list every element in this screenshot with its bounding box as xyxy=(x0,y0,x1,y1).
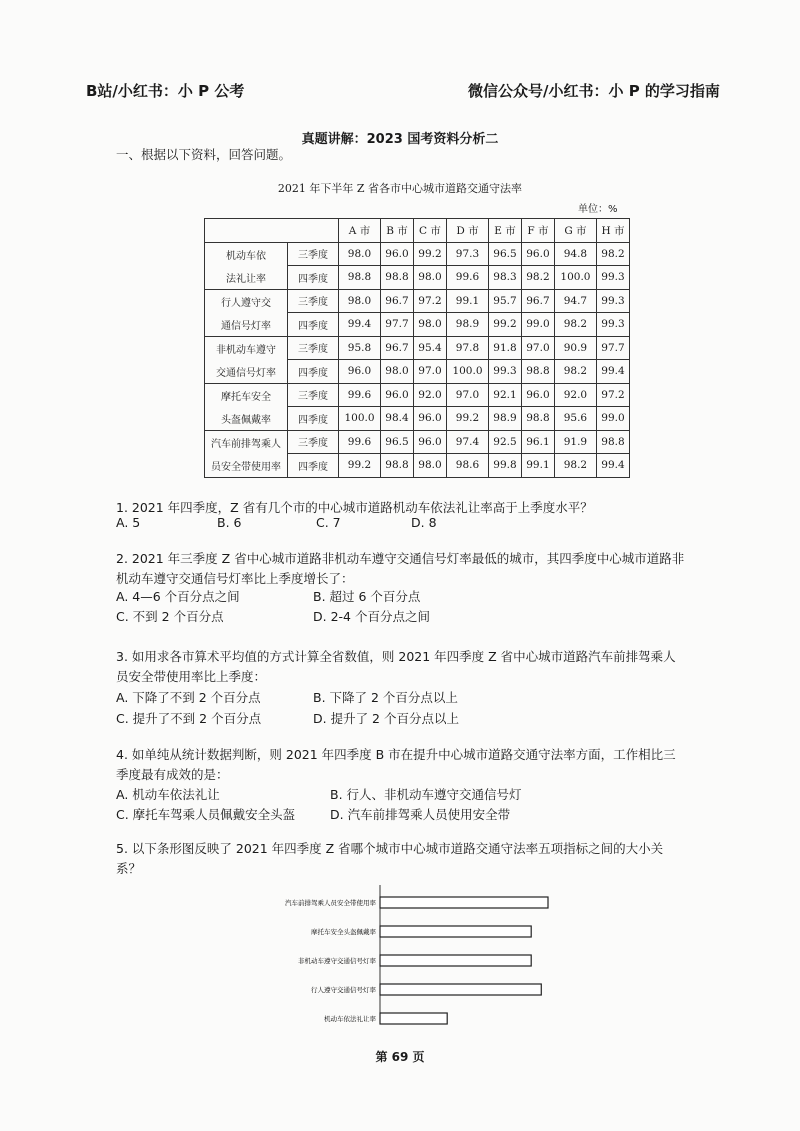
table-cell: 92.0 xyxy=(554,383,596,407)
table-header-row xyxy=(205,219,630,243)
table-cell: 99.3 xyxy=(488,360,521,384)
table-cell: 97.4 xyxy=(446,430,488,454)
question-2-line1: 2. 2021 年三季度 Z 省中心城市道路非机动车遵守交通信号灯率最低的城市，其四季度中心城市道路非 xyxy=(116,551,685,566)
chart-bar xyxy=(380,897,548,908)
table-row xyxy=(205,242,630,266)
question-1-option-b[interactable]: B. 6 xyxy=(217,515,242,530)
table-cell: 96.0 xyxy=(381,242,414,266)
indicator-label: 头盔佩戴率 xyxy=(205,407,288,431)
table-cell: 96.0 xyxy=(413,430,446,454)
quarter-label: 四季度 xyxy=(288,313,339,337)
table-cell: 92.0 xyxy=(413,383,446,407)
table-cell: 98.2 xyxy=(554,313,596,337)
indicator-label: 法礼让率 xyxy=(205,266,288,290)
table-cell: 100.0 xyxy=(339,407,381,431)
table-row xyxy=(205,407,630,431)
indicator-label: 员安全带使用率 xyxy=(205,454,288,478)
question-4-option-c[interactable]: C. 摩托车驾乘人员佩戴安全头盔 xyxy=(116,807,296,822)
table-cell: 97.2 xyxy=(596,383,629,407)
quarter-label: 三季度 xyxy=(288,383,339,407)
quarter-label: 四季度 xyxy=(288,360,339,384)
table-cell: 99.6 xyxy=(446,266,488,290)
table-cell: 90.9 xyxy=(554,336,596,360)
table-cell: 98.0 xyxy=(413,266,446,290)
table-cell: 98.0 xyxy=(381,360,414,384)
table-cell: 96.7 xyxy=(521,289,554,313)
indicator-label: 机动车依 xyxy=(205,242,288,266)
table-cell: 94.8 xyxy=(554,242,596,266)
table-cell: 100.0 xyxy=(446,360,488,384)
table-cell: 98.0 xyxy=(339,242,381,266)
table-cell: 97.3 xyxy=(446,242,488,266)
page-number: 第 69 页 xyxy=(375,1050,425,1064)
table-cell: 98.2 xyxy=(521,266,554,290)
table-cell: 96.0 xyxy=(339,360,381,384)
table-cell: 96.1 xyxy=(521,430,554,454)
col-header: H 市 xyxy=(596,219,629,243)
table-row xyxy=(205,383,630,407)
question-4-option-a[interactable]: A. 机动车依法礼让 xyxy=(116,787,220,802)
table-cell: 98.2 xyxy=(554,360,596,384)
indicator-label: 汽车前排驾乘人 xyxy=(205,430,288,454)
table-cell: 97.0 xyxy=(521,336,554,360)
table-row xyxy=(205,454,630,478)
question-1-option-d[interactable]: D. 8 xyxy=(411,515,437,530)
col-header: E 市 xyxy=(488,219,521,243)
section-intro: 一、根据以下资料，回答问题。 xyxy=(116,147,292,162)
question-2-option-c[interactable]: C. 不到 2 个百分点 xyxy=(116,609,224,624)
question-5-bar-chart xyxy=(278,883,598,1028)
table-cell: 92.5 xyxy=(488,430,521,454)
table-cell: 99.2 xyxy=(413,242,446,266)
question-1-option-a[interactable]: A. 5 xyxy=(116,515,141,530)
indicator-label: 行人遵守交 xyxy=(205,289,288,313)
table-cell: 100.0 xyxy=(554,266,596,290)
table-cell: 99.4 xyxy=(596,360,629,384)
question-2-option-d[interactable]: D. 2-4 个百分点之间 xyxy=(313,609,430,624)
indicator-label: 非机动车遵守 xyxy=(205,336,288,360)
quarter-label: 四季度 xyxy=(288,266,339,290)
table-cell: 95.6 xyxy=(554,407,596,431)
table-cell: 96.7 xyxy=(381,336,414,360)
table-cell: 98.8 xyxy=(596,430,629,454)
table-cell: 99.8 xyxy=(488,454,521,478)
table-cell: 98.8 xyxy=(521,360,554,384)
table-cell: 98.8 xyxy=(339,266,381,290)
table-cell: 99.0 xyxy=(521,313,554,337)
question-1-option-c[interactable]: C. 7 xyxy=(316,515,341,530)
table-cell: 99.3 xyxy=(596,313,629,337)
table-cell: 96.0 xyxy=(521,242,554,266)
col-header: C 市 xyxy=(413,219,446,243)
table-cell: 99.3 xyxy=(596,266,629,290)
chart-category-label: 行人遵守交通信号灯率 xyxy=(311,986,376,994)
chart-bar xyxy=(380,984,541,995)
quarter-label: 三季度 xyxy=(288,336,339,360)
table-cell: 96.0 xyxy=(521,383,554,407)
question-3-option-c[interactable]: C. 提升了不到 2 个百分点 xyxy=(116,711,262,726)
table-cell: 98.9 xyxy=(488,407,521,431)
table-cell: 95.7 xyxy=(488,289,521,313)
table-cell: 99.1 xyxy=(446,289,488,313)
table-title: 2021 年下半年 Z 省各市中心城市道路交通守法率 xyxy=(277,182,523,195)
chart-category-label: 摩托车安全头盔佩戴率 xyxy=(311,928,376,936)
chart-category-label: 机动车依法礼让率 xyxy=(324,1015,376,1023)
table-cell: 98.0 xyxy=(413,454,446,478)
table-cell: 97.8 xyxy=(446,336,488,360)
table-cell: 98.8 xyxy=(381,454,414,478)
table-cell: 98.0 xyxy=(413,313,446,337)
question-4-option-b[interactable]: B. 行人、非机动车遵守交通信号灯 xyxy=(330,787,522,802)
chart-category-label: 非机动车遵守交通信号灯率 xyxy=(298,957,376,965)
table-cell: 91.8 xyxy=(488,336,521,360)
col-header: B 市 xyxy=(381,219,414,243)
chart-bar xyxy=(380,1013,447,1024)
quarter-label: 四季度 xyxy=(288,407,339,431)
table-cell: 98.6 xyxy=(446,454,488,478)
question-4-line1: 4. 如单纯从统计数据判断，则 2021 年四季度 B 市在提升中心城市道路交通守法率方面，工作相比三 xyxy=(116,747,676,762)
table-cell: 98.2 xyxy=(596,242,629,266)
question-1-text: 1. 2021 年四季度，Z 省有几个市的中心城市道路机动车依法礼让率高于上季度水平？ xyxy=(116,500,593,515)
table-cell: 95.4 xyxy=(413,336,446,360)
table-cell: 96.7 xyxy=(381,289,414,313)
table-cell: 97.2 xyxy=(413,289,446,313)
table-cell: 98.4 xyxy=(381,407,414,431)
table-cell: 99.2 xyxy=(339,454,381,478)
table-cell: 96.5 xyxy=(488,242,521,266)
chart-bar xyxy=(380,955,531,966)
col-header: F 市 xyxy=(521,219,554,243)
question-2-line2: 机动车遵守交通信号灯率比上季度增长了： xyxy=(116,571,354,586)
table-cell: 98.3 xyxy=(488,266,521,290)
quarter-label: 四季度 xyxy=(288,454,339,478)
table-cell: 97.7 xyxy=(596,336,629,360)
table-unit: 单位：% xyxy=(578,204,618,215)
table-cell: 96.0 xyxy=(381,383,414,407)
table-cell: 97.7 xyxy=(381,313,414,337)
indicator-label: 摩托车安全 xyxy=(205,383,288,407)
chart-category-label: 汽车前排驾乘人员安全带使用率 xyxy=(285,899,376,907)
table-row xyxy=(205,266,630,290)
table-row xyxy=(205,430,630,454)
table-cell: 96.5 xyxy=(381,430,414,454)
table-cell: 94.7 xyxy=(554,289,596,313)
table-cell: 98.8 xyxy=(381,266,414,290)
table-cell: 99.4 xyxy=(596,454,629,478)
question-3-line1: 3. 如用求各市算术平均值的方式计算全省数值，则 2021 年四季度 Z 省中心城市道路汽车前排驾乘人 xyxy=(116,649,676,664)
table-cell: 99.6 xyxy=(339,430,381,454)
table-cell: 99.3 xyxy=(596,289,629,313)
table-cell: 98.0 xyxy=(339,289,381,313)
table-corner xyxy=(205,219,339,243)
chart-bar xyxy=(380,926,531,937)
quarter-label: 三季度 xyxy=(288,430,339,454)
table-cell: 95.8 xyxy=(339,336,381,360)
table-cell: 97.0 xyxy=(446,383,488,407)
table-row xyxy=(205,360,630,384)
question-3-line2: 员安全带使用率比上季度： xyxy=(116,669,267,684)
question-5-line1: 5. 以下条形图反映了 2021 年四季度 Z 省哪个城市中心城市道路交通守法率五项指标之间的大小关 xyxy=(116,841,664,856)
table-cell: 99.2 xyxy=(446,407,488,431)
indicator-label: 交通信号灯率 xyxy=(205,360,288,384)
table-row xyxy=(205,289,630,313)
compliance-table xyxy=(204,218,630,478)
question-3-option-d[interactable]: D. 提升了 2 个百分点以上 xyxy=(313,711,459,726)
col-header: D 市 xyxy=(446,219,488,243)
quarter-label: 三季度 xyxy=(288,289,339,313)
indicator-label: 通信号灯率 xyxy=(205,313,288,337)
col-header: A 市 xyxy=(339,219,381,243)
table-cell: 99.6 xyxy=(339,383,381,407)
table-cell: 98.8 xyxy=(521,407,554,431)
table-cell: 98.9 xyxy=(446,313,488,337)
question-3-option-a[interactable]: A. 下降了不到 2 个百分点 xyxy=(116,690,261,705)
table-cell: 96.0 xyxy=(413,407,446,431)
table-row xyxy=(205,336,630,360)
question-5-line2: 系？ xyxy=(116,861,142,876)
question-4-option-d[interactable]: D. 汽车前排驾乘人员使用安全带 xyxy=(330,807,511,822)
table-cell: 99.0 xyxy=(596,407,629,431)
question-2-option-a[interactable]: A. 4—6 个百分点之间 xyxy=(116,589,240,604)
table-cell: 99.1 xyxy=(521,454,554,478)
col-header: G 市 xyxy=(554,219,596,243)
header-right: 微信公众号/小红书：小 P 的学习指南 xyxy=(468,82,720,100)
table-cell: 98.2 xyxy=(554,454,596,478)
table-cell: 92.1 xyxy=(488,383,521,407)
table-cell: 91.9 xyxy=(554,430,596,454)
table-row xyxy=(205,313,630,337)
document-title: 真题讲解：2023 国考资料分析二 xyxy=(301,132,499,147)
table-cell: 99.4 xyxy=(339,313,381,337)
table-cell: 97.0 xyxy=(413,360,446,384)
question-4-line2: 季度最有成效的是： xyxy=(116,767,229,782)
question-2-option-b[interactable]: B. 超过 6 个百分点 xyxy=(313,589,421,604)
question-3-option-b[interactable]: B. 下降了 2 个百分点以上 xyxy=(313,690,458,705)
quarter-label: 三季度 xyxy=(288,242,339,266)
header-left: B站/小红书：小 P 公考 xyxy=(86,82,245,100)
table-cell: 99.2 xyxy=(488,313,521,337)
